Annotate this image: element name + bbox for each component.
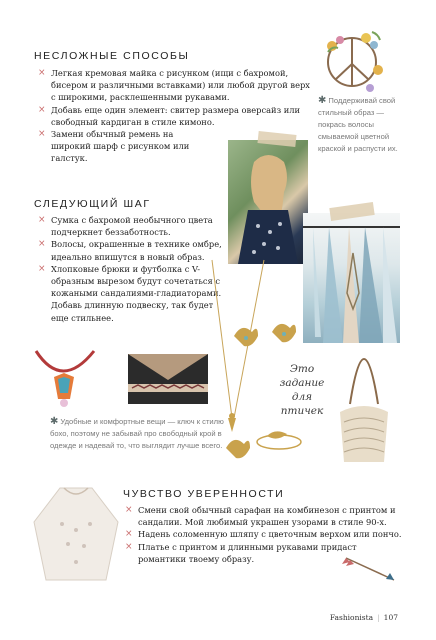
side-note-hair: ✱ Поддерживай свой стильный образ — покрась волосы смываемой цветной краской и распусти их. [318, 95, 398, 153]
bullet-cross: × [38, 104, 46, 115]
bullet-cross: × [125, 529, 133, 540]
list-item: × Надень соломенную шляпу с цветочным верхом или пончо. [125, 529, 402, 540]
list-item: × Смени свой обычный сарафан на комбинезон с принтом и сандалии. Мой любимый украшен узорами в стиле 90-х. [125, 505, 396, 528]
poncho-top [32, 484, 120, 584]
photo-woman-braid [228, 140, 308, 264]
list-item: × Добавь еще один элемент: свитер размера оверсайз или свободный кардиган в стиле кимоно. [38, 104, 301, 127]
section-title-easy-ways: НЕСЛОЖНЫЕ СПОСОБЫ [34, 50, 190, 62]
star-icon: ✱ [318, 95, 327, 106]
photo-hanging-clothes [303, 213, 400, 343]
bullet-cross: × [38, 263, 46, 274]
list-item: × Волосы, окрашенные в технике омбре, идеально впишутся в новый образ. [38, 239, 222, 262]
list-item: × Платье с принтом и длинными рукавами придаст романтики твоему образу. [125, 541, 357, 564]
clutch-bag [126, 350, 210, 408]
peace-sign-icon [322, 18, 388, 96]
bird-pendant [224, 436, 252, 462]
page-footer [330, 613, 398, 622]
page-number: 107 [383, 613, 398, 622]
bird-earrings [228, 316, 308, 356]
leaf-bracelet [253, 428, 303, 452]
bullet-cross: × [38, 239, 46, 250]
brand-name: Fashionista [329, 613, 374, 622]
footer-separator: | [377, 613, 380, 622]
beaded-necklace [30, 347, 100, 409]
bullet-cross: × [125, 541, 133, 552]
bullet-cross: × [125, 505, 133, 515]
section-title-confidence: ЧУВСТВО УВЕРЕННОСТИ [123, 488, 285, 500]
next-step-list [38, 214, 224, 324]
section-title-next-step: СЛЕДУЮЩИЙ ШАГ [34, 198, 151, 210]
bullet-cross: × [38, 129, 46, 140]
script-caption: Это задание для птичек [279, 363, 325, 417]
list-item: × Хлопковые брюки и футболка с V-образным вырезом будут сочетаться с кожаными сандалиями-гладиаторами. Добавь длинную подвеску, так будет еще стильнее. [38, 263, 222, 323]
list-item: × Замени обычный ремень на широкий шарф с рисунком или галстук. [38, 129, 190, 164]
list-item: × Легкая кремовая майка с рисунком (ищи с бахромой, бисером и различными вставками) или любой другой верх с широкими, расклешенными рукавами. [38, 68, 310, 103]
crochet-bag [336, 348, 392, 466]
side-note-comfort: ✱ Удобные и комфортные вещи — ключ к стилю бохо, поэтому не забывай про свободный крой в одежде и надевай то, что выглядит лучше всего. [50, 416, 224, 450]
star-icon: ✱ [50, 416, 59, 427]
bullet-cross: × [38, 68, 46, 78]
bullet-cross: × [38, 215, 46, 225]
list-item: × Сумка с бахромой необычного цвета подчеркнет беззаботность. [38, 215, 213, 238]
arrow-icon [340, 552, 402, 586]
